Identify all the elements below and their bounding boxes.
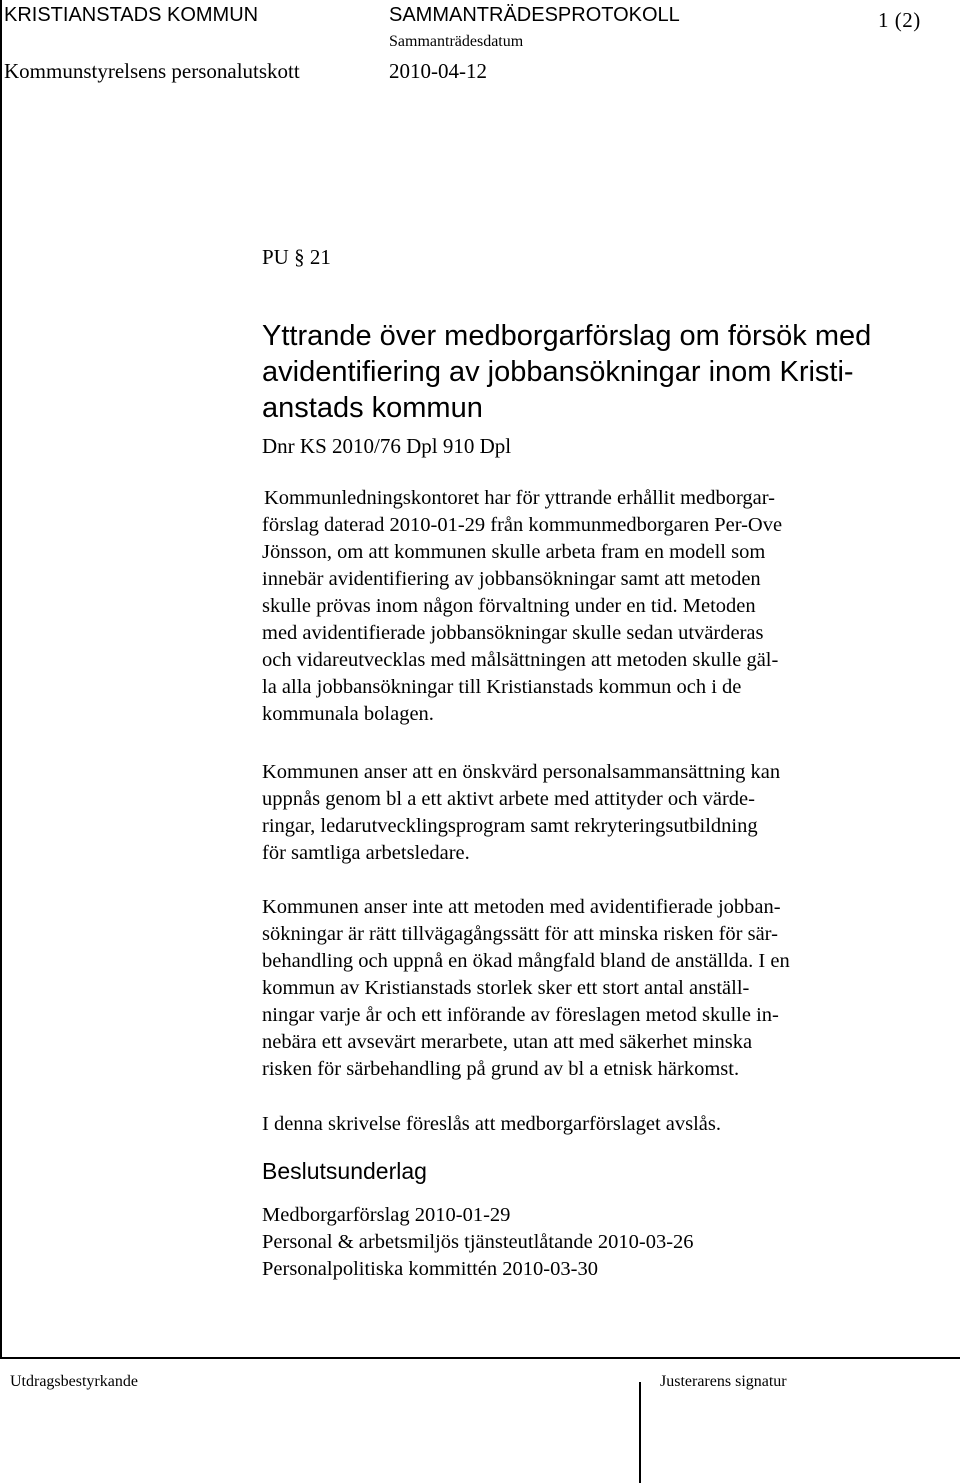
signature-label: Justerarens signatur (660, 1373, 787, 1390)
document-type: SAMMANTRÄDESPROTOKOLL (389, 4, 680, 26)
text-line: Kommunen anser inte att metoden med avidentifierade jobban- (262, 896, 781, 918)
text-line: för samtliga arbetsledare. (262, 842, 470, 864)
meeting-date: 2010-04-12 (389, 59, 487, 83)
text-line: kommunala bolagen. (262, 703, 434, 725)
page-indicator: 1 (2) (878, 8, 921, 32)
text-line: kommun av Kristianstads storlek sker ett stort antal anställ- (262, 977, 750, 999)
page-frame-left-rule (0, 0, 2, 1358)
paragraph-reference: PU § 21 (262, 245, 331, 269)
text-line: la alla jobbansökningar till Kristianstads kommun och i de (262, 676, 742, 698)
proposal-paragraph (262, 1111, 942, 1138)
text-line: Kommunen anser att en önskvärd personalsammansättning kan (262, 761, 781, 783)
text-line: sökningar är rätt tillvägagångssätt för att minska risken för sär- (262, 923, 778, 945)
body-paragraph (262, 759, 942, 867)
text-line: innebär avidentifiering av jobbansökningar samt att metoden (262, 568, 761, 590)
decision-basis-heading: Beslutsunderlag (262, 1158, 427, 1184)
text-line: I denna skrivelse föreslås att medborgarförslaget avslås. (262, 1113, 722, 1135)
text-line: skulle prövas inom någon förvaltning under en tid. Metoden (262, 595, 756, 617)
footer-rule (0, 1357, 960, 1359)
text-line: Kommunledningskontoret har för yttrande erhållit medborgar- (264, 487, 775, 509)
case-number: Dnr KS 2010/76 Dpl 910 Dpl (262, 434, 512, 458)
text-line: ningar varje år och ett införande av föreslagen metod skulle in- (262, 1004, 779, 1026)
text-line: Jönsson, om att kommunen skulle arbeta fram en modell som (262, 541, 766, 563)
text-line: nebära ett avsevärt merarbete, utan att med säkerhet minska (262, 1031, 753, 1053)
organization-name: KRISTIANSTADS KOMMUN (4, 4, 259, 26)
text-line: risken för särbehandling på grund av bl a etnisk härkomst. (262, 1058, 740, 1080)
meeting-date-label: Sammanträdesdatum (389, 33, 524, 50)
body-paragraph (262, 894, 942, 1083)
decision-basis-item: Personalpolitiska kommittén 2010-03-30 (262, 1258, 598, 1280)
text-line: med avidentifierade jobbansökningar skulle sedan utvärderas (262, 622, 764, 644)
decision-basis-item: Personal & arbetsmiljös tjänsteutlåtande 2010-03-26 (262, 1231, 694, 1253)
text-line: uppnås genom bl a ett aktivt arbete med attityder och värde- (262, 788, 755, 810)
text-line: förslag daterad 2010-01-29 från kommunmedborgaren Per-Ove (262, 514, 783, 536)
item-title-line: Yttrande över medborgarförslag om försök med (262, 320, 872, 352)
decision-basis-list (262, 1202, 942, 1283)
signature-divider (639, 1382, 641, 1483)
body-paragraph (262, 485, 942, 728)
item-title-line: anstads kommun (262, 392, 483, 424)
committee-name: Kommunstyrelsens personalutskott (4, 59, 300, 83)
text-line: ringar, ledarutvecklingsprogram samt rekryteringsutbildning (262, 815, 758, 837)
text-line: och vidareutvecklas med målsättningen att metoden skulle gäl- (262, 649, 779, 671)
item-title-line: avidentifiering av jobbansökningar inom Kristi- (262, 356, 854, 388)
text-line: behandling och uppnå en ökad mångfald bland de anställda. I en (262, 950, 790, 972)
decision-basis-item: Medborgarförslag 2010-01-29 (262, 1204, 511, 1226)
item-title (262, 318, 922, 426)
certification-label: Utdragsbestyrkande (10, 1373, 138, 1390)
